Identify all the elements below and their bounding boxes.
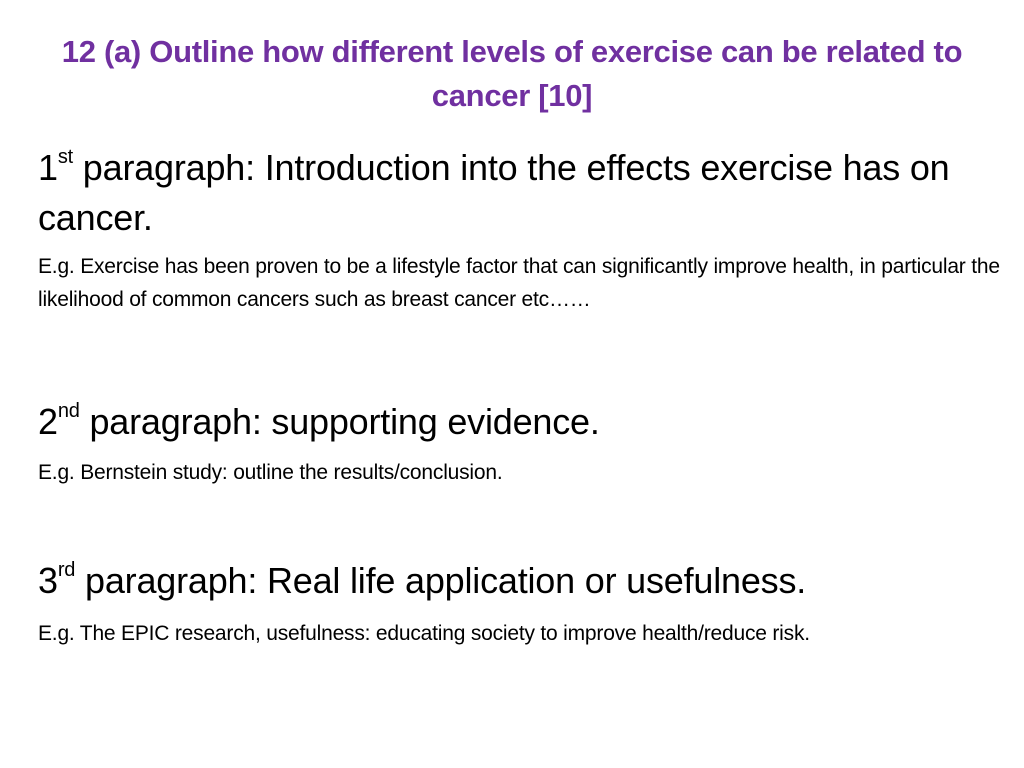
paragraph-1-heading [38,143,998,243]
paragraph-1-example: E.g. Exercise has been proven to be a lifestyle factor that can significantly improve health, in particular the likelihood of common cancers such as breast cancer etc…… [38,255,1000,311]
paragraph-1-heading-text: paragraph: Introduction into the effects exercise has on cancer. [38,147,950,238]
paragraph-1-number: 1 [38,147,58,188]
paragraph-1-ordinal-suffix: st [57,146,73,168]
slide-title: 12 (a) Outline how different levels of exercise can be related to cancer [10] [61,34,963,113]
paragraph-3-heading-text: paragraph: Real life application or usefulness. [75,560,807,601]
paragraph-3-number: 3 [38,560,58,601]
paragraph-2-ordinal-suffix: nd [57,400,80,422]
paragraph-2-heading-text: paragraph: supporting evidence. [79,401,600,442]
paragraph-3-ordinal-suffix: rd [57,559,76,581]
paragraph-3-example: E.g. The EPIC research, usefulness: educating society to improve health/reduce risk. [38,622,810,645]
paragraph-3-heading [38,556,806,606]
paragraph-2-number: 2 [38,401,58,442]
paragraph-2-heading [38,397,600,447]
paragraph-2-example: E.g. Bernstein study: outline the results/conclusion. [38,461,503,484]
